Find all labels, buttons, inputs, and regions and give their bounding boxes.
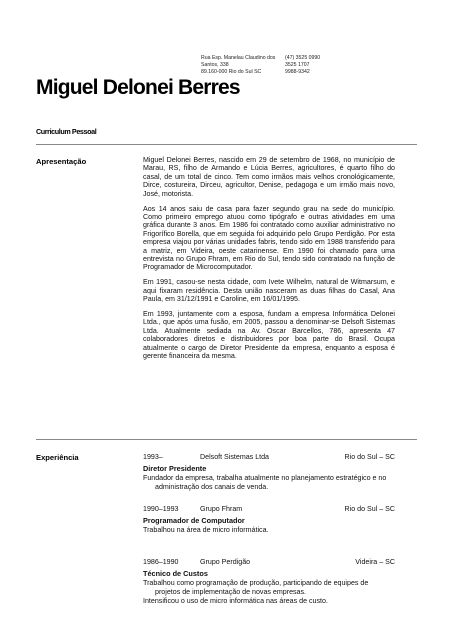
job-description: Fundador da empresa, trabalha atualmente no planejamento estratégico e no administração dos canais de venda. <box>143 474 387 491</box>
phone-line: (47) 3525 0990 <box>285 55 321 61</box>
section-divider <box>36 144 417 145</box>
contact-line <box>201 55 361 62</box>
paragraph: Aos 14 anos saiu de casa para fazer segundo grau na sede do município. Como primeiro emprego atuou como tipógrafo e outras atividades em uma gráfica durante 3 anos. Em 1986 foi contratado como auxiliar administrativo no Frigorífico Borella, que em seguida foi adquirido pelo Grupo Perdigão. Por esta empresa viajou por várias unidades fabris, tendo sido em 1988 transferido para a matriz, em Videira, oeste catarinense. Em 1990 foi chamado para uma entrevista no Grupo Fhram, em Rio do Sul, tendo sido contratado na função de Programador de Microcomputador. <box>143 204 395 272</box>
job-header <box>143 505 395 513</box>
job-title: Técnico de Custos <box>143 569 208 579</box>
job-company: Grupo Fhram <box>200 505 243 513</box>
job-company: Grupo Perdigão <box>200 558 251 566</box>
address-line: Rua Esp. Manelau Claudino dos <box>201 55 276 61</box>
experience-entry <box>143 505 395 535</box>
section-label-presentation: Apresentação <box>36 157 87 166</box>
phone-line: 9988-9342 <box>285 69 310 75</box>
job-years: 1990–1993 <box>143 505 179 513</box>
section-label-experience: Experiência <box>36 453 79 462</box>
paragraph: Em 1993, juntamente com a esposa, fundam a empresa Informática Delonei Ltda., que após uma fusão, em 2005, passou a denominar-se Delsoft Sistemas Ltda. Atualmente sediada na Av. Oscar Barcellos, 786, apresenta 47 colaboradores diretos e distribuidores por boa parte do Brasil. Ocupa atualmente o cargo de Diretor Presidente da empresa, enquanto a esposa é gerente financeira da mesma. <box>143 310 395 361</box>
contact-line <box>201 62 361 69</box>
job-company: Delsoft Sistemas Ltda <box>200 453 269 461</box>
section-divider <box>36 439 417 440</box>
job-header <box>143 453 395 461</box>
phone-line: 3525 1707 <box>285 62 310 68</box>
job-location: Videira – SC <box>355 558 395 566</box>
job-description: Trabalhou como programação de produção, participando de equipes de projetos de implementação de novas empresas. <box>143 579 369 596</box>
document-subtitle: Curriculum Pessoal <box>36 127 97 136</box>
job-title: Diretor Presidente <box>143 464 207 474</box>
address-line: Santos, 338 <box>201 62 229 68</box>
job-header <box>143 558 395 566</box>
job-description: Intensificou o uso de micro informática nas áreas de custo. <box>143 597 328 606</box>
job-location: Rio do Sul – SC <box>344 453 395 461</box>
presentation-body <box>143 156 395 367</box>
person-name: Miguel Delonei Berres <box>36 76 240 99</box>
contact-block <box>201 55 361 76</box>
job-description: Trabalhou na área de micro informática. <box>143 526 269 535</box>
paragraph: Miguel Delonei Berres, nascido em 29 de setembro de 1968, no município de Marau, RS, filho de Armando e Lúcia Berres, agricultores, é quarto filho do casal, de um total de cinco. Tem como irmãos mais velhos cronológicamente, Dirce, costureira, Dirceu, agricultor, Denise, pedagoga e um irmão mais novo, José, motorista. <box>143 156 395 198</box>
job-location: Rio do Sul – SC <box>344 505 395 513</box>
contact-line <box>201 69 361 76</box>
job-years: 1986–1990 <box>143 558 179 566</box>
job-years: 1993– <box>143 453 163 461</box>
experience-entry <box>143 453 395 491</box>
address-line: 89.160-000 Rio do Sul SC <box>201 69 262 75</box>
paragraph: Em 1991, casou-se nesta cidade, com Ivete Wilhelm, natural de Witmarsum, e aqui fixaram residência. Desta união nasceram as duas filhas do Casal, Ana Paula, em 31/12/1991 e Caroline, em 16/01/1995. <box>143 278 395 304</box>
experience-entry <box>143 558 395 606</box>
job-title: Programador de Computador <box>143 516 245 526</box>
